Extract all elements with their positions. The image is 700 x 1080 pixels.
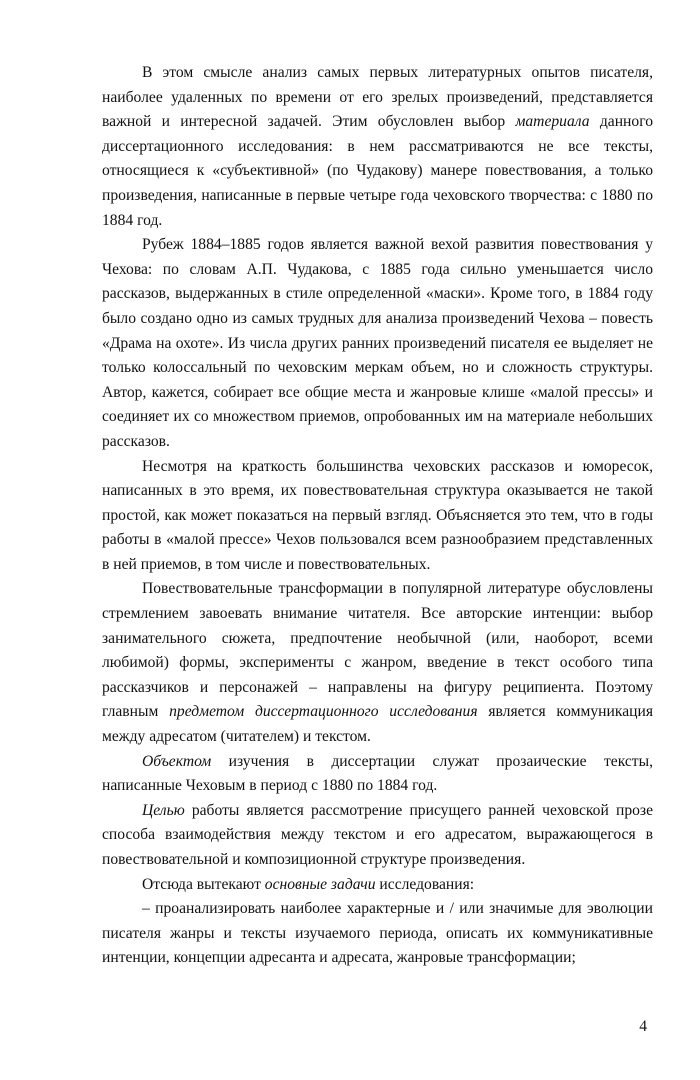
- text-segment: является коммуникация между адресатом (читателем) и текстом.: [102, 703, 654, 746]
- paragraph-brevity: [102, 455, 653, 578]
- text-segment: Рубеж 1884–1885 годов является важной вехой развития повествования у Чехова: по словам А.П. Чудакова, с 1885 года сильно уменьшается число рассказов, выдержанных в стиле определенной «маски». Кроме того, в 1884 году было создано одно из самых трудных для анализа произведений Чехова – повесть «Драма на охоте». Из числа других ранних произведений писателя ее выделяет не только колоссальный по чеховским меркам объем, но и сложность структуры. Автор, кажется, собирает все общие места и жанровые клише «малой прессы» и соединяет их со множеством приемов, опробованных им на материале небольших рассказов.: [102, 236, 653, 450]
- paragraph-task-item-1: [102, 897, 653, 971]
- italic-term: основные задачи: [264, 875, 376, 893]
- text-segment: Отсюда вытекают: [142, 875, 265, 893]
- page-number: 4: [639, 1017, 647, 1035]
- text-segment: работы является рассмотрение присущего ранней чеховской прозе способа взаимодействия между текстом и его адресатом, выражающегося в повествовательной и композиционной структуре произведения.: [102, 801, 653, 868]
- italic-term: Целью: [142, 801, 185, 819]
- paragraph-subject: [102, 577, 653, 749]
- italic-term: материала: [515, 113, 590, 131]
- page-footer: [102, 1015, 653, 1040]
- text-segment: изучения в диссертации служат прозаические тексты, написанные Чеховым в период с 1880 по 1884 год.: [102, 752, 653, 795]
- body-text: [102, 61, 653, 971]
- text-segment: – проанализировать наиболее характерные и / или значимые для эволюции писателя жанры и тексты изучаемого периода, описать их коммуникативные интенции, концепции адресанта и адресата, жанровые трансформации;: [102, 900, 653, 967]
- text-segment: данного диссертационного исследования: в нем рассматриваются не все тексты, относящиеся к «субъективной» (по Чудакову) манере повествования, а только произведения, написанные в первые четыре года чеховского творчества: с 1880 по 1884 год.: [102, 113, 654, 229]
- paragraph-boundary-1884: [102, 233, 653, 454]
- paragraph-object: [102, 750, 653, 799]
- paragraph-goal: [102, 799, 653, 873]
- text-segment: исследования:: [375, 875, 475, 893]
- text-segment: Несмотря на краткость большинства чеховских рассказов и юморесок, написанных в это время, их повествовательная структура оказывается не такой простой, как может показаться на первый взгляд. Объясняется это тем, что в годы работы в «малой прессе» Чехов пользовался всем разнообразием представленных в ней приемов, в том числе и повествовательных.: [102, 457, 653, 573]
- paragraph-tasks-intro: [102, 873, 653, 898]
- italic-term: предметом диссертационного исследования: [169, 703, 478, 721]
- text-segment: В этом смысле анализ самых первых литературных опытов писателя, наиболее удаленных по времени от его зрелых произведений, представляется важной и интересной задачей. Этим обусловлен выбор: [102, 64, 653, 131]
- paragraph-material: [102, 61, 653, 233]
- text-segment: Повествовательные трансформации в популярной литературе обусловлены стремлением завоевать внимание читателя. Все авторские интенции: выбор занимательного сюжета, предпочтение необычной (или, наоборот, всеми любимой) формы, эксперименты с жанром, введение в текст особого типа рассказчиков и персонажей – направлены на фигуру реципиента. Поэтому главным: [102, 580, 653, 721]
- italic-term: Объектом: [142, 752, 212, 770]
